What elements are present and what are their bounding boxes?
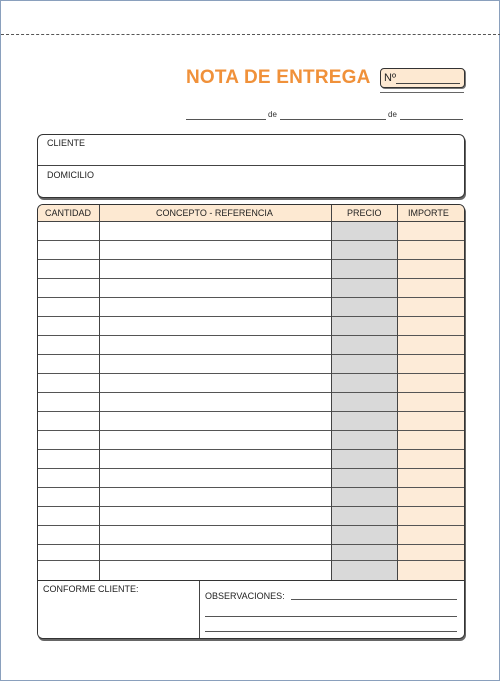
table-rows	[38, 222, 464, 561]
table-row[interactable]	[38, 222, 464, 241]
observaciones-line-2[interactable]	[205, 616, 457, 617]
client-box	[37, 134, 465, 198]
col-divider-3	[397, 205, 398, 580]
table-row[interactable]	[38, 545, 464, 561]
observaciones-label: OBSERVACIONES:	[205, 591, 285, 601]
col-concepto: CONCEPTO - REFERENCIA	[156, 208, 273, 218]
document-title: NOTA DE ENTREGA	[186, 67, 371, 88]
perforation-line	[1, 34, 500, 35]
table-footer	[38, 580, 464, 639]
table-row[interactable]	[38, 336, 464, 355]
conforme-cliente-label: CONFORME CLIENTE:	[43, 584, 139, 594]
title-rule	[380, 92, 464, 93]
table-row[interactable]	[38, 317, 464, 336]
domicilio-label: DOMICILIO	[47, 170, 95, 180]
number-label: Nº	[384, 72, 396, 84]
table-row[interactable]	[38, 260, 464, 279]
table-row[interactable]	[38, 241, 464, 260]
table-row[interactable]	[38, 526, 464, 545]
table-row[interactable]	[38, 507, 464, 526]
col-divider-2	[331, 205, 332, 580]
observaciones-line-3[interactable]	[205, 631, 457, 632]
date-year-line[interactable]	[400, 119, 463, 120]
table-row[interactable]	[38, 412, 464, 431]
cliente-label: CLIENTE	[47, 138, 86, 148]
col-importe: IMPORTE	[408, 208, 449, 218]
table-row[interactable]	[38, 279, 464, 298]
col-precio: PRECIO	[347, 208, 382, 218]
client-separator	[38, 165, 464, 166]
date-sep-2: de	[388, 110, 397, 119]
number-underline	[396, 83, 460, 84]
observaciones-line-1[interactable]	[291, 599, 457, 600]
table-row[interactable]	[38, 431, 464, 450]
table-row[interactable]	[38, 374, 464, 393]
col-cantidad: CANTIDAD	[45, 208, 92, 218]
table-row[interactable]	[38, 298, 464, 317]
table-row[interactable]	[38, 488, 464, 507]
date-sep-1: de	[268, 110, 277, 119]
table-header	[38, 205, 464, 222]
date-day-line[interactable]	[186, 119, 266, 120]
document-number-field[interactable]	[380, 68, 465, 88]
table-row[interactable]	[38, 355, 464, 374]
table-row[interactable]	[38, 450, 464, 469]
items-table	[37, 204, 465, 639]
date-month-line[interactable]	[280, 119, 386, 120]
col-divider-1	[99, 205, 100, 580]
table-row[interactable]	[38, 469, 464, 488]
footer-divider	[199, 581, 200, 639]
table-row[interactable]	[38, 393, 464, 412]
